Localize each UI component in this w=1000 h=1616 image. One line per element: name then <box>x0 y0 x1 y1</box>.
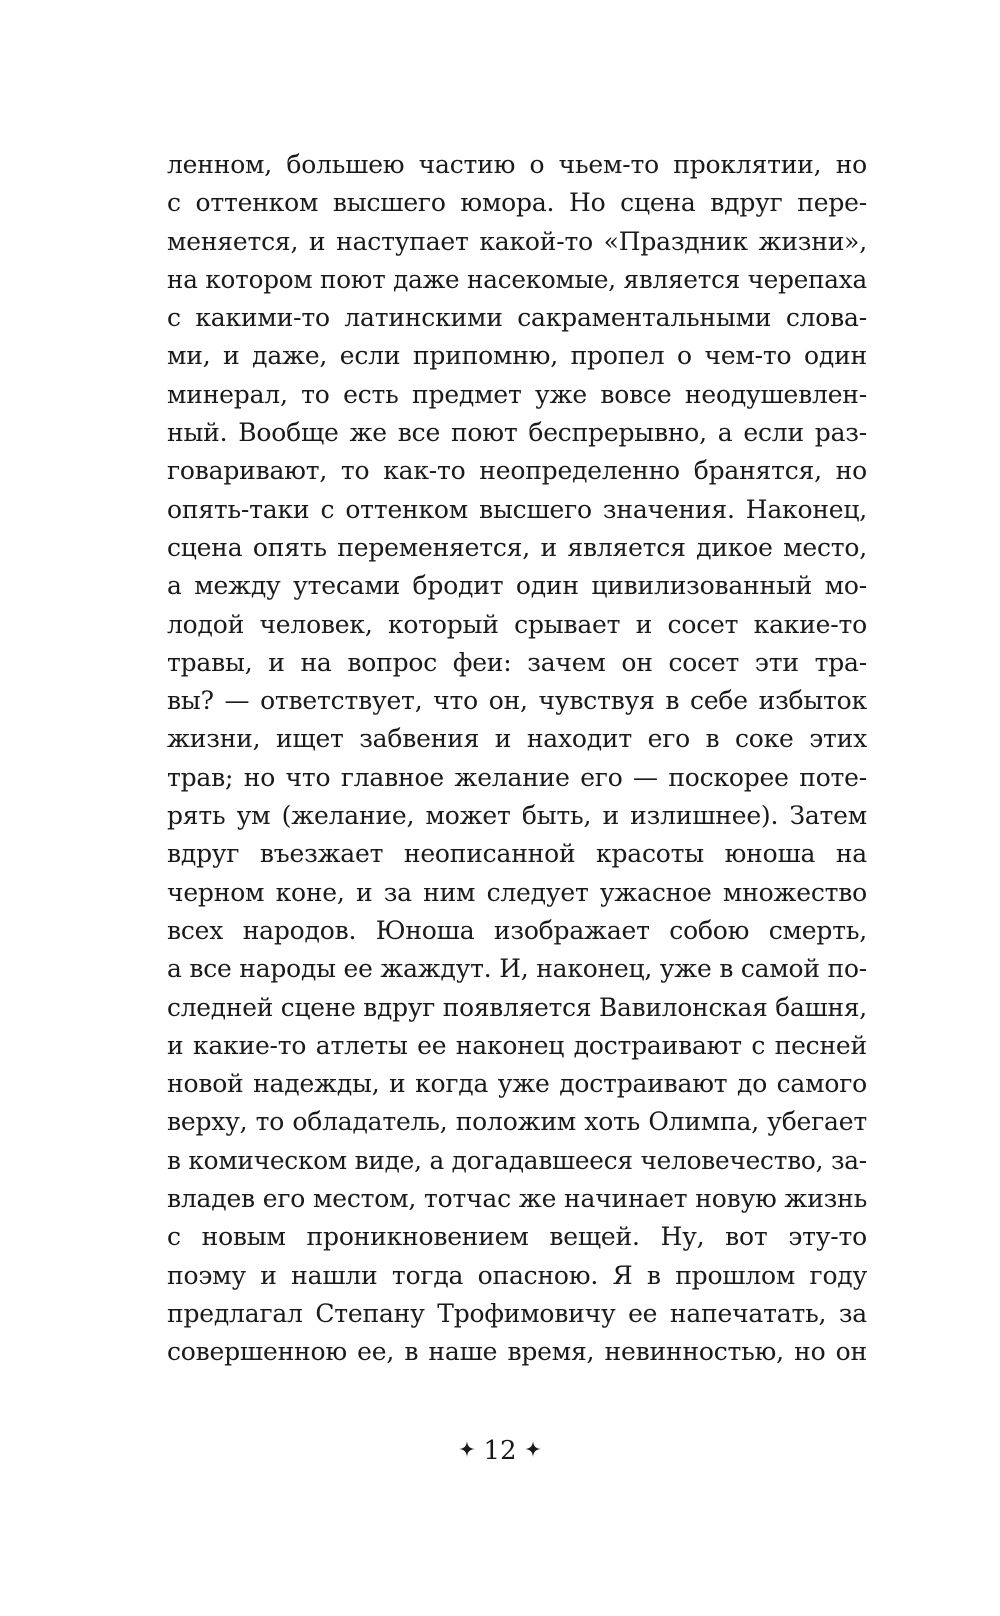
text-line: в комическом виде, а догадавшееся человечество, за- <box>167 1145 867 1175</box>
text-line: с какими-то латинскими сакраментальными слова- <box>167 303 867 333</box>
text-line: поэму и нашли тогда опасною. Я в прошлом году <box>167 1260 867 1290</box>
four-point-star-icon <box>525 1441 541 1457</box>
text-line: с новым проникновением вещей. Ну, вот эту-то <box>167 1222 867 1252</box>
body-text <box>167 146 867 1372</box>
text-line: ный. Вообще же все поют беспрерывно, а если раз- <box>167 418 867 448</box>
page-number: 12 <box>483 1436 517 1466</box>
text-line: новой надежды, и когда уже достраивают до самого <box>167 1069 867 1099</box>
text-line: трав; но что главное желание его — поскорее поте- <box>167 762 868 792</box>
text-line: минерал, то есть предмет уже вовсе неодушевлен- <box>167 379 868 409</box>
text-line: с оттенком высшего юмора. Но сцена вдруг пере- <box>167 188 867 218</box>
text-line: говаривают, то как-то неопределенно бранятся, но <box>167 456 867 486</box>
text-line: вы? — ответствует, что он, чувствуя в себе избыток <box>167 686 867 716</box>
four-point-star-icon <box>459 1441 475 1457</box>
text-line: и какие-то атлеты ее наконец достраивают с песней <box>167 1030 867 1060</box>
text-line: совершенною ее, в наше время, невинностью, но он <box>167 1337 867 1367</box>
text-line: а все народы ее жаждут. И, наконец, уже в самой по- <box>167 954 867 984</box>
page-footer <box>0 1432 1000 1469</box>
text-line: ленном, большею частию о чьем-то проклятии, но <box>167 150 868 179</box>
text-line: лодой человек, который срывает и сосет какие-то <box>167 609 868 639</box>
text-line: опять-таки с оттенком высшего значения. Наконец, <box>167 494 868 524</box>
text-line: верху, то обладатель, положим хоть Олимпа, убегает <box>167 1107 867 1137</box>
text-line: меняется, и наступает какой-то «Праздник жизни», <box>167 226 868 256</box>
text-line: всех народов. Юноша изображает собою смерть, <box>167 915 867 945</box>
text-line: а между утесами бродит один цивилизованный мо- <box>167 571 867 601</box>
text-line: вдруг въезжает неописанной красоты юноша на <box>167 839 867 869</box>
text-line: рять ум (желание, может быть, и излишнее). Затем <box>167 801 868 831</box>
text-line: владев его местом, тотчас же начинает новую жизнь <box>167 1184 867 1214</box>
text-line: травы, и на вопрос феи: зачем он сосет эти тра- <box>167 647 867 677</box>
text-line: черном коне, и за ним следует ужасное множество <box>167 877 867 907</box>
text-line: на котором поют даже насекомые, является черепаха <box>167 264 867 294</box>
text-line: следней сцене вдруг появляется Вавилонская башня, <box>167 992 867 1022</box>
text-line: жизни, ищет забвения и находит его в соке этих <box>167 724 868 754</box>
text-line: сцена опять переменяется, и является дикое место, <box>167 532 868 562</box>
text-line: предлагал Степану Трофимовичу ее напечатать, за <box>167 1298 867 1328</box>
text-line: ми, и даже, если припомню, пропел о чем-то один <box>167 341 867 371</box>
